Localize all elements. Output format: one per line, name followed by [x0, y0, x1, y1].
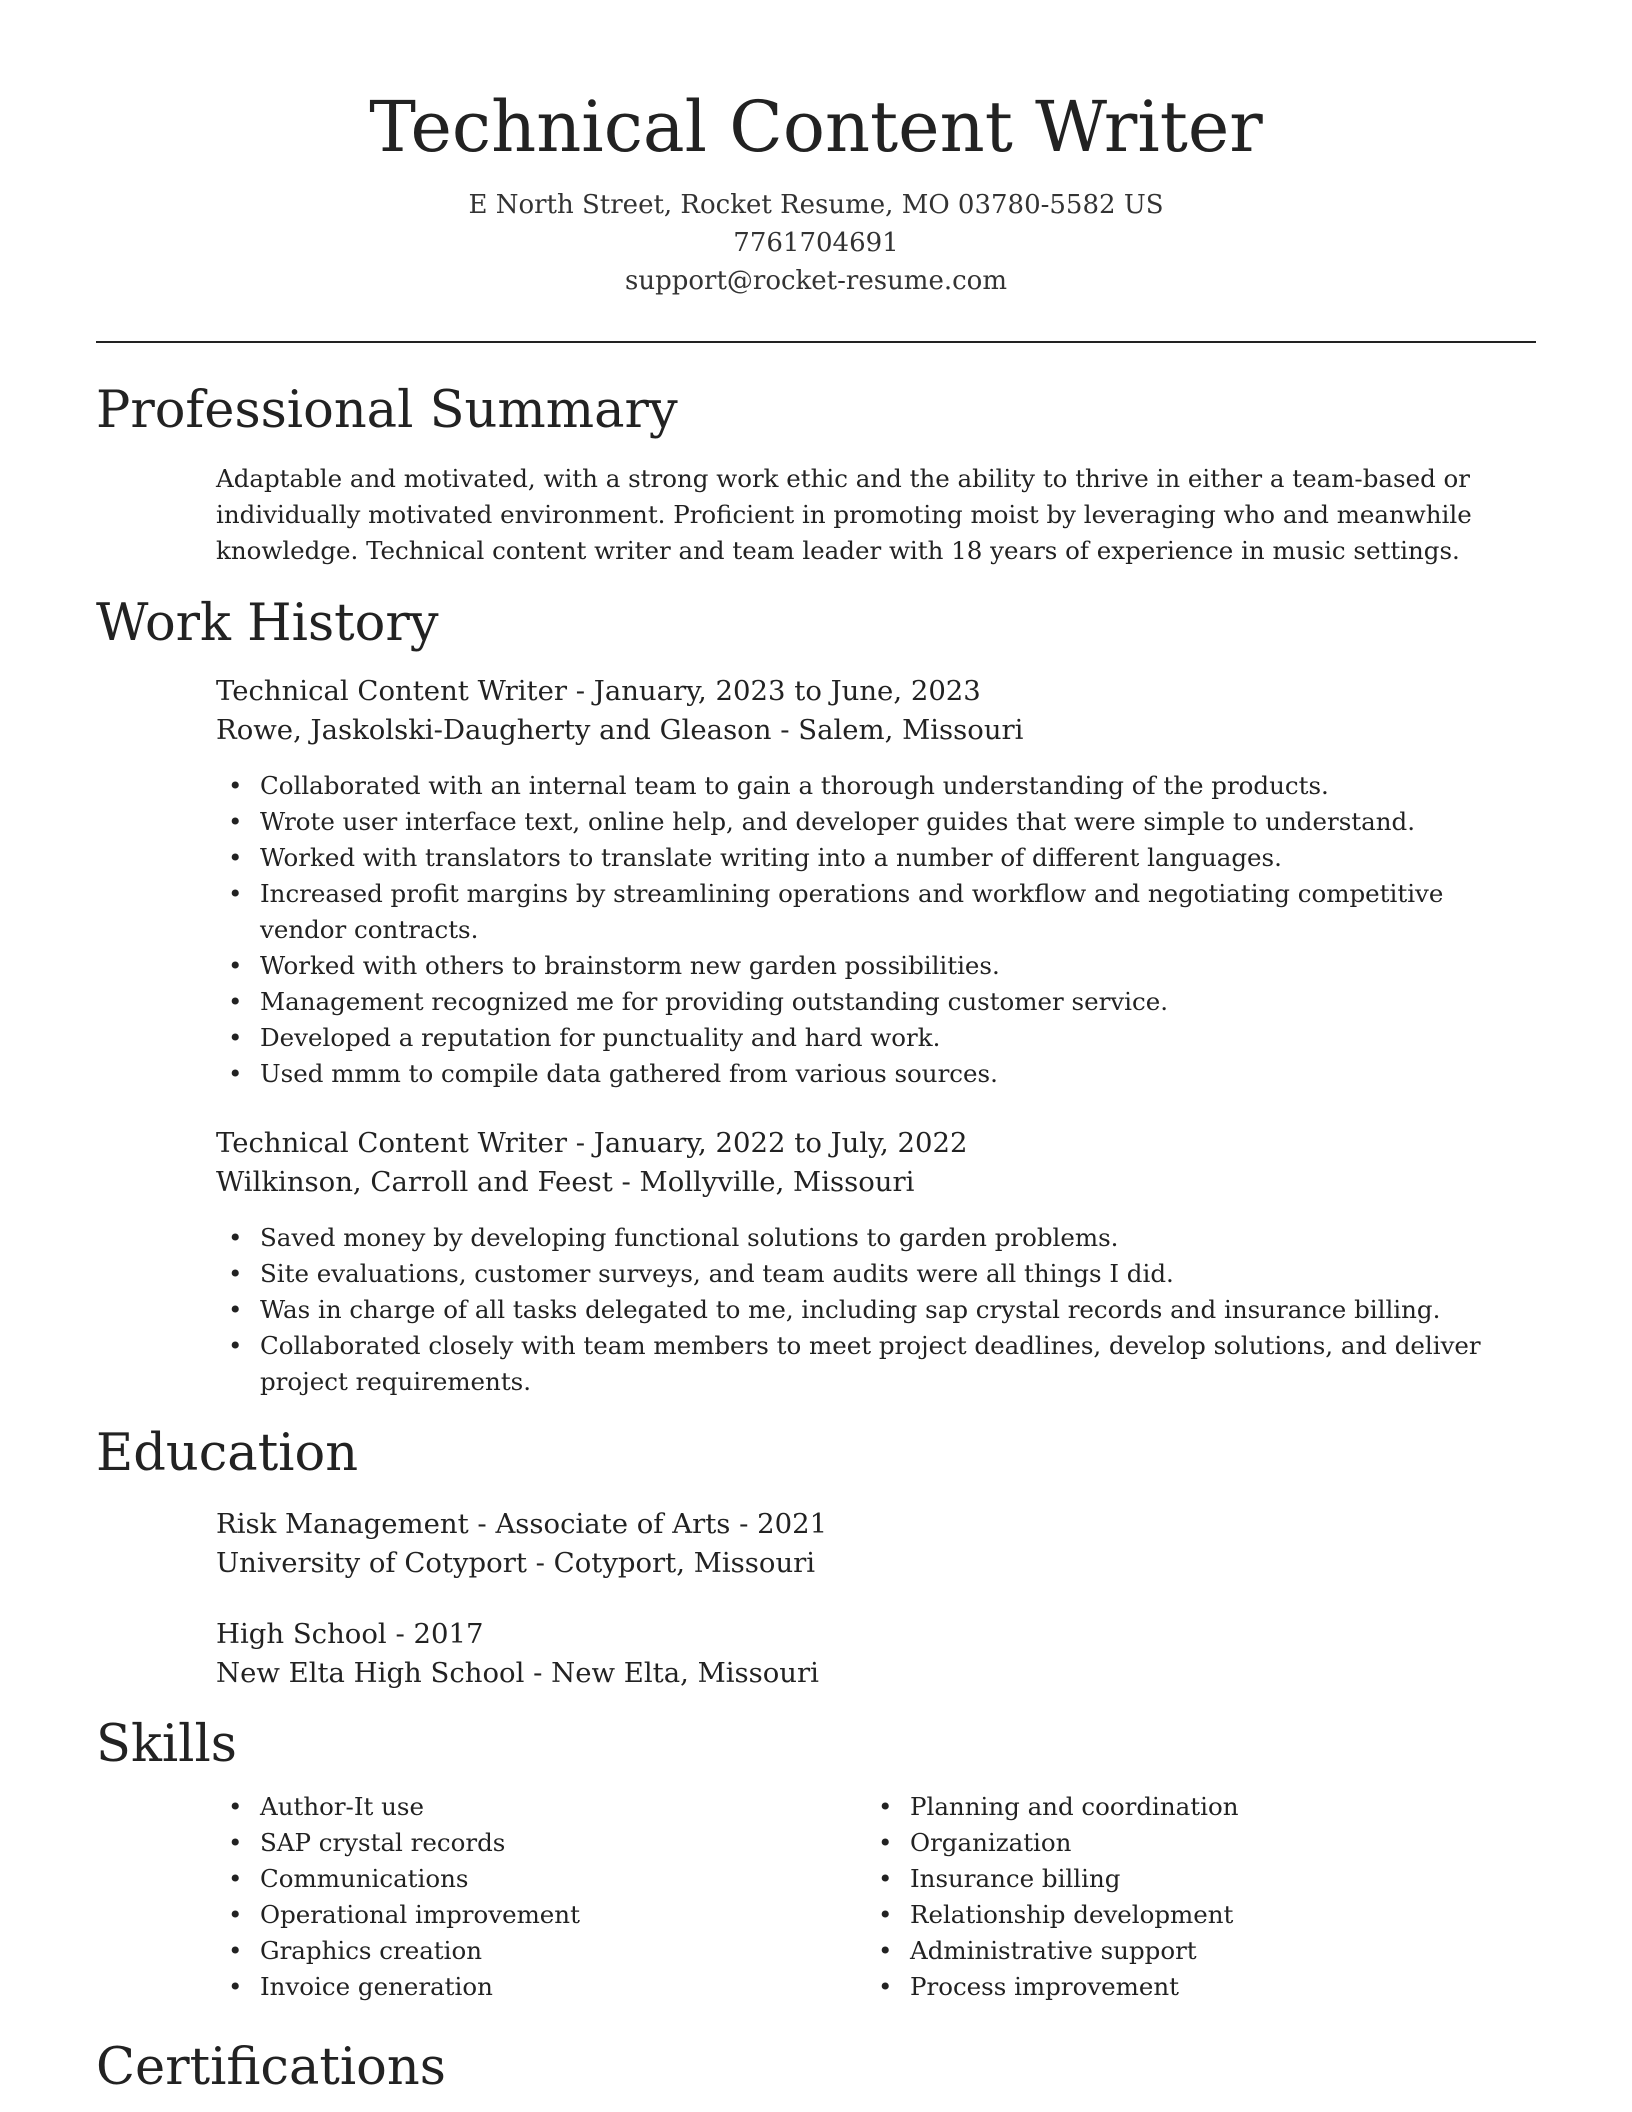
job-company-line [216, 711, 1516, 750]
list-item: • Used mmm to compile data gathered from various sources. [216, 1056, 1516, 1092]
list-item: • Wrote user interface text, online help, and developer guides that were simple to understand. [216, 804, 1516, 840]
section-title-work-history: Work History [96, 594, 439, 653]
list-item: • Site evaluations, customer surveys, and team audits were all things I did. [216, 1256, 1516, 1292]
job-company: Wilkinson, Carroll and Feest [216, 1166, 613, 1198]
education-school-line [216, 1544, 1516, 1583]
education-entry [216, 1615, 1516, 1693]
education-location: - Cotyport, Missouri [526, 1547, 816, 1579]
resume-name: Technical Content Writer [369, 86, 1263, 168]
skills-column-left [216, 1789, 866, 2005]
section-title-skills: Skills [96, 1715, 237, 1774]
skills-list [216, 1789, 1516, 2005]
skill-item: • Communications [216, 1861, 866, 1897]
education-degree: High School [216, 1618, 387, 1650]
education-entry [216, 1505, 1516, 1583]
education-school: University of Cotyport [216, 1547, 527, 1579]
education-year: - 2021 [730, 1508, 828, 1540]
contact-phone: 7761704691 [733, 228, 899, 258]
job-title-line [216, 672, 1516, 711]
list-item: • Worked with others to brainstorm new garden possibilities. [216, 948, 1516, 984]
job-company: Rowe, Jaskolski-Daugherty and Gleason [216, 714, 772, 746]
skill-item: • Graphics creation [216, 1933, 866, 1969]
skill-item: • Organization [866, 1825, 1516, 1861]
job-entry [216, 672, 1516, 1092]
list-item: • Developed a reputation for punctuality and hard work. [216, 1020, 1516, 1056]
skill-item: • Invoice generation [216, 1969, 866, 2005]
education-degree: Risk Management - Associate of Arts [216, 1508, 731, 1540]
skill-item: • SAP crystal records [216, 1825, 866, 1861]
job-company-line [216, 1163, 1516, 1202]
skill-item: • Process improvement [866, 1969, 1516, 2005]
job-location: - Salem, Missouri [771, 714, 1024, 746]
summary-text: Adaptable and motivated, with a strong work ethic and the ability to thrive in either a team-based or individually motivated environment. Proficient in promoting moist by leveraging who and meanwhile knowledge. Technical content writer and team leader with 18 years of experience in music settings. [216, 464, 1472, 565]
education-degree-line [216, 1615, 1516, 1654]
skills-column-right [866, 1789, 1516, 2005]
skill-item: • Relationship development [866, 1897, 1516, 1933]
education-degree-line [216, 1505, 1516, 1544]
list-item: • Collaborated with an internal team to gain a thorough understanding of the products. [216, 768, 1516, 804]
job-bullets [216, 1220, 1516, 1400]
job-entry [216, 1124, 1516, 1400]
list-item: • Worked with translators to translate writing into a number of different languages. [216, 840, 1516, 876]
job-location: - Mollyville, Missouri [612, 1166, 915, 1198]
education-location: - New Elta, Missouri [524, 1657, 819, 1689]
skill-item: • Author-It use [216, 1789, 866, 1825]
contact-block [0, 186, 1632, 300]
education-year: - 2017 [386, 1618, 484, 1650]
education-school-line [216, 1654, 1516, 1693]
job-role: Technical Content Writer [216, 675, 568, 707]
job-bullets [216, 768, 1516, 1092]
contact-address: E North Street, Rocket Resume, MO 03780-5582 US [468, 190, 1164, 220]
list-item: • Saved money by developing functional solutions to garden problems. [216, 1220, 1516, 1256]
skill-item: • Planning and coordination [866, 1789, 1516, 1825]
list-item: • Management recognized me for providing outstanding customer service. [216, 984, 1516, 1020]
section-title-summary: Professional Summary [96, 381, 678, 440]
job-role: Technical Content Writer [216, 1127, 568, 1159]
skill-item: • Insurance billing [866, 1861, 1516, 1897]
contact-email: support@rocket-resume.com [624, 266, 1007, 296]
section-title-education: Education [96, 1424, 359, 1483]
skill-item: • Operational improvement [216, 1897, 866, 1933]
section-title-certifications: Certifications [96, 2038, 446, 2097]
resume-header [0, 0, 1632, 300]
skill-item: • Administrative support [866, 1933, 1516, 1969]
job-dates: - January, 2023 to June, 2023 [567, 675, 981, 707]
list-item: • Collaborated closely with team members to meet project deadlines, develop solutions, and deliver project requirements. [216, 1328, 1516, 1400]
list-item: • Increased profit margins by streamlining operations and workflow and negotiating competitive vendor contracts. [216, 876, 1516, 948]
list-item: • Was in charge of all tasks delegated to me, including sap crystal records and insurance billing. [216, 1292, 1516, 1328]
header-divider [96, 341, 1536, 343]
education-school: New Elta High School [216, 1657, 525, 1689]
job-dates: - January, 2022 to July, 2022 [567, 1127, 968, 1159]
job-title-line [216, 1124, 1516, 1163]
